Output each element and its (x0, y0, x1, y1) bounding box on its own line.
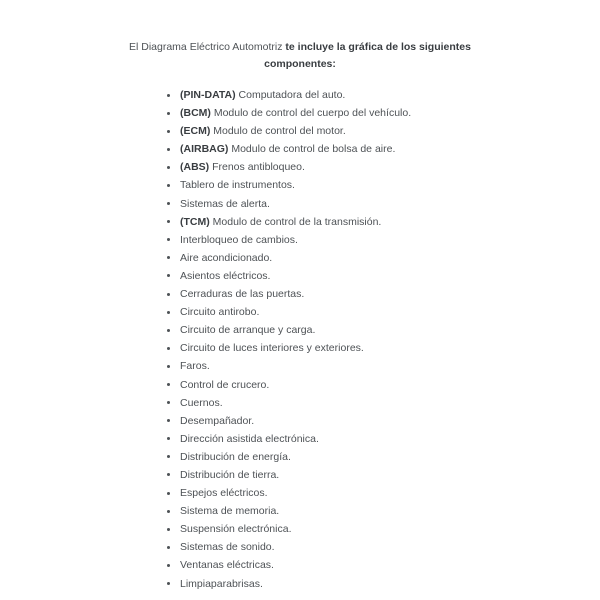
item-label: Modulo de control de la transmisión. (212, 215, 382, 228)
list-item (180, 484, 411, 502)
item-label: Circuito de arranque y carga. (180, 324, 316, 337)
bullet-icon (167, 437, 170, 440)
list-item (180, 575, 411, 593)
item-label: Modulo de control de bolsa de aire. (231, 143, 396, 156)
item-label: Computadora del auto. (238, 89, 346, 101)
list-item (180, 520, 411, 538)
list-item-text (180, 288, 304, 300)
item-label: Circuito antirobo. (180, 306, 260, 319)
list-item-text (180, 270, 270, 282)
bullet-icon (167, 148, 170, 151)
list-item-text (180, 379, 269, 391)
list-item (180, 213, 411, 231)
bullet-icon (167, 274, 170, 277)
title-regular-text: El Diagrama Eléctrico Automotriz (129, 41, 283, 53)
list-item-text (180, 541, 275, 553)
list-item (180, 86, 411, 104)
item-label: Frenos antibloqueo. (212, 161, 305, 174)
item-label: Espejos eléctricos. (180, 487, 268, 500)
list-item-text (180, 505, 279, 517)
list-item-text (180, 143, 395, 155)
list-item (180, 267, 411, 285)
list-item-text (180, 234, 298, 246)
bullet-icon (167, 401, 170, 404)
list-item-text (180, 198, 270, 210)
bullet-icon (167, 166, 170, 169)
item-bold-label: (BCM) (180, 107, 211, 120)
item-label: Sistema de memoria. (180, 505, 280, 518)
list-item (180, 538, 411, 556)
item-bold-label: (ABS) (180, 161, 210, 174)
item-label: Desempañador. (180, 414, 255, 427)
item-label: Sistemas de sonido. (180, 541, 275, 554)
list-item-text (180, 397, 223, 409)
list-item-text (180, 433, 319, 445)
list-item (180, 303, 411, 321)
list-item (180, 556, 411, 574)
bullet-icon (167, 256, 170, 259)
item-label: Modulo de control del motor. (213, 125, 346, 138)
list-item (180, 448, 411, 466)
item-label: Circuito de luces interiores y exteriores. (180, 342, 364, 355)
bullet-icon (167, 184, 170, 187)
list-item-text (180, 216, 381, 228)
list-item (180, 285, 411, 303)
bullet-icon (167, 293, 170, 296)
list-item-text (180, 360, 210, 372)
list-item-text (180, 451, 291, 463)
title-bold-text: te incluye la gráfica de los siguientes componentes: (264, 41, 471, 70)
list-item-text (180, 324, 315, 336)
list-item (180, 321, 411, 339)
item-label: Asientos eléctricos. (180, 269, 271, 282)
item-label: Cerraduras de las puertas. (180, 288, 305, 301)
list-item-text (180, 487, 268, 499)
list-item-text (180, 161, 305, 173)
list-item (180, 122, 411, 140)
item-label: Cuernos. (180, 396, 223, 409)
page-title (110, 39, 490, 73)
item-bold-label: (ECM) (180, 125, 211, 138)
list-item-text (180, 306, 259, 318)
item-label: Distribución de energía. (180, 450, 291, 463)
bullet-icon (167, 383, 170, 386)
list-item (180, 176, 411, 194)
bullet-icon (167, 365, 170, 368)
item-label: Tablero de instrumentos. (180, 179, 295, 192)
item-label: Modulo de control del cuerpo del vehículo. (213, 107, 412, 120)
components-list (0, 86, 411, 593)
list-item (180, 466, 411, 484)
bullet-icon (167, 455, 170, 458)
bullet-icon (167, 130, 170, 133)
list-item-text (180, 559, 274, 571)
list-item-text (180, 252, 272, 264)
list-item (180, 376, 411, 394)
list-item (180, 430, 411, 448)
list-item (180, 339, 411, 357)
list-item (180, 104, 411, 122)
bullet-icon (167, 473, 170, 476)
bullet-icon (167, 220, 170, 223)
bullet-icon (167, 112, 170, 115)
bullet-icon (167, 510, 170, 513)
list-item (180, 158, 411, 176)
list-item (180, 140, 411, 158)
bullet-icon (167, 546, 170, 549)
list-item-text (180, 89, 345, 101)
bullet-icon (167, 347, 170, 350)
item-label: Interbloqueo de cambios. (180, 233, 298, 246)
bullet-icon (167, 492, 170, 495)
item-bold-label: (TCM) (180, 215, 210, 228)
bullet-icon (167, 582, 170, 585)
list-item (180, 195, 411, 213)
item-bold-label: (AIRBAG) (180, 143, 229, 156)
bullet-icon (167, 202, 170, 205)
item-label: Control de crucero. (180, 378, 270, 391)
item-label: Dirección asistida electrónica. (180, 432, 319, 445)
item-label: Suspensión electrónica. (180, 523, 292, 536)
bullet-icon (167, 419, 170, 422)
item-label: Ventanas eléctricas. (180, 559, 274, 572)
list-item-text (180, 469, 279, 481)
list-item (180, 502, 411, 520)
bullet-icon (167, 94, 170, 97)
list-item (180, 394, 411, 412)
bullet-icon (167, 564, 170, 567)
list-item-text (180, 415, 254, 427)
list-item (180, 249, 411, 267)
bullet-icon (167, 311, 170, 314)
bullet-icon (167, 329, 170, 332)
list-item-text (180, 342, 364, 354)
item-label: Sistemas de alerta. (180, 197, 270, 210)
list-item-text (180, 578, 263, 590)
list-item (180, 357, 411, 375)
list-item-text (180, 179, 295, 191)
list-item (180, 412, 411, 430)
item-label: Aire acondicionado. (180, 251, 273, 264)
item-bold-label: (PIN-DATA) (180, 89, 236, 101)
bullet-icon (167, 238, 170, 241)
list-item-text (180, 523, 292, 535)
item-label: Distribución de tierra. (180, 468, 280, 481)
list-item-text (180, 107, 411, 119)
list-item (180, 231, 411, 249)
list-item-text (180, 125, 346, 137)
item-label: Limpiaparabrisas. (180, 577, 263, 590)
bullet-icon (167, 528, 170, 531)
item-label: Faros. (180, 360, 210, 373)
